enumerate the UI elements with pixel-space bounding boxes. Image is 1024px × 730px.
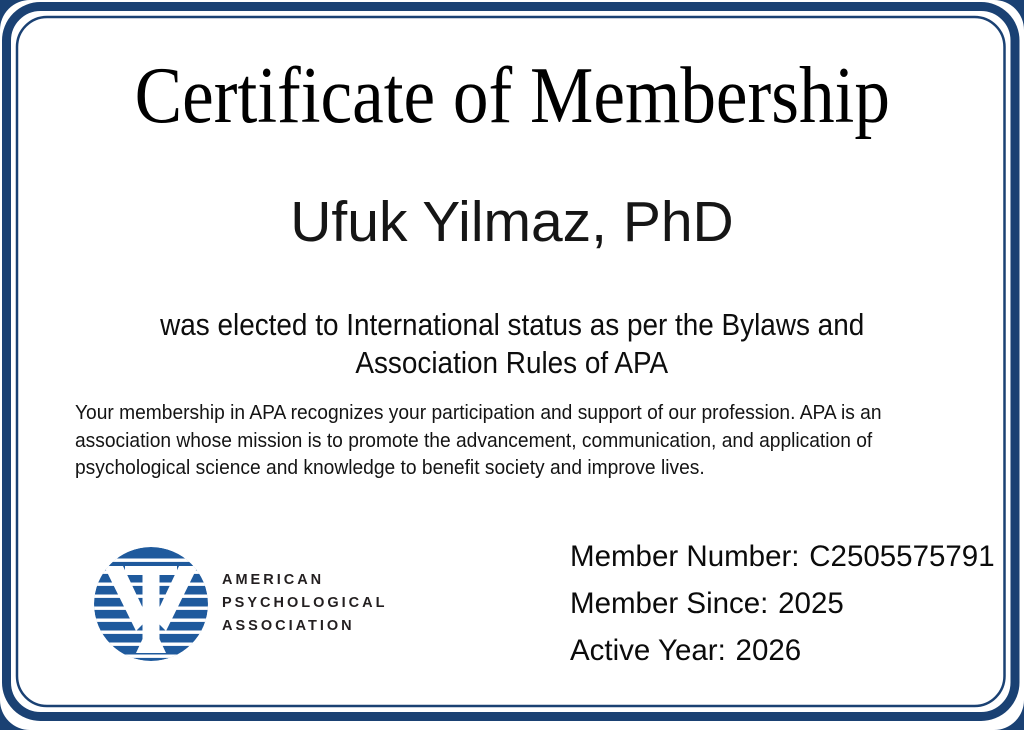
- active-year-row: [570, 627, 995, 674]
- organization-name-line: PSYCHOLOGICAL: [222, 595, 388, 611]
- member-number-label: Member Number:: [570, 540, 800, 573]
- certificate-title: [0, 46, 1024, 146]
- membership-description-line: association whose mission is to promote the advancement, communication, and application of: [75, 429, 873, 452]
- certificate-title-text: Certificate of Membership: [134, 52, 890, 140]
- election-statement-line: Association Rules of APA: [355, 345, 669, 380]
- membership-details: [570, 533, 995, 674]
- membership-description: [75, 400, 975, 483]
- election-statement: [0, 306, 1024, 382]
- membership-description-line: psychological science and knowledge to benefit society and improve lives.: [75, 457, 705, 479]
- organization-name-line: ASSOCIATION: [222, 618, 355, 634]
- active-year-value: 2026: [735, 634, 802, 667]
- apa-logo-mark: [94, 547, 208, 661]
- membership-description-line: Your membership in APA recognizes your participation and support of our profession. APA is an: [75, 402, 882, 424]
- member-number-value: C2505575791: [809, 540, 995, 573]
- organization-name: [222, 569, 387, 638]
- active-year-label: Active Year:: [570, 634, 726, 667]
- organization-name-line: AMERICAN: [222, 572, 325, 588]
- member-name: Ufuk Yilmaz, PhD: [290, 190, 734, 254]
- member-since-value: 2025: [778, 587, 844, 620]
- apa-psi-logo-icon: [94, 547, 208, 661]
- election-statement-line: was elected to International status as per the Bylaws and: [159, 307, 865, 342]
- member-number-row: [570, 533, 995, 580]
- member-since-row: [570, 580, 995, 627]
- member-since-label: Member Since:: [570, 587, 769, 620]
